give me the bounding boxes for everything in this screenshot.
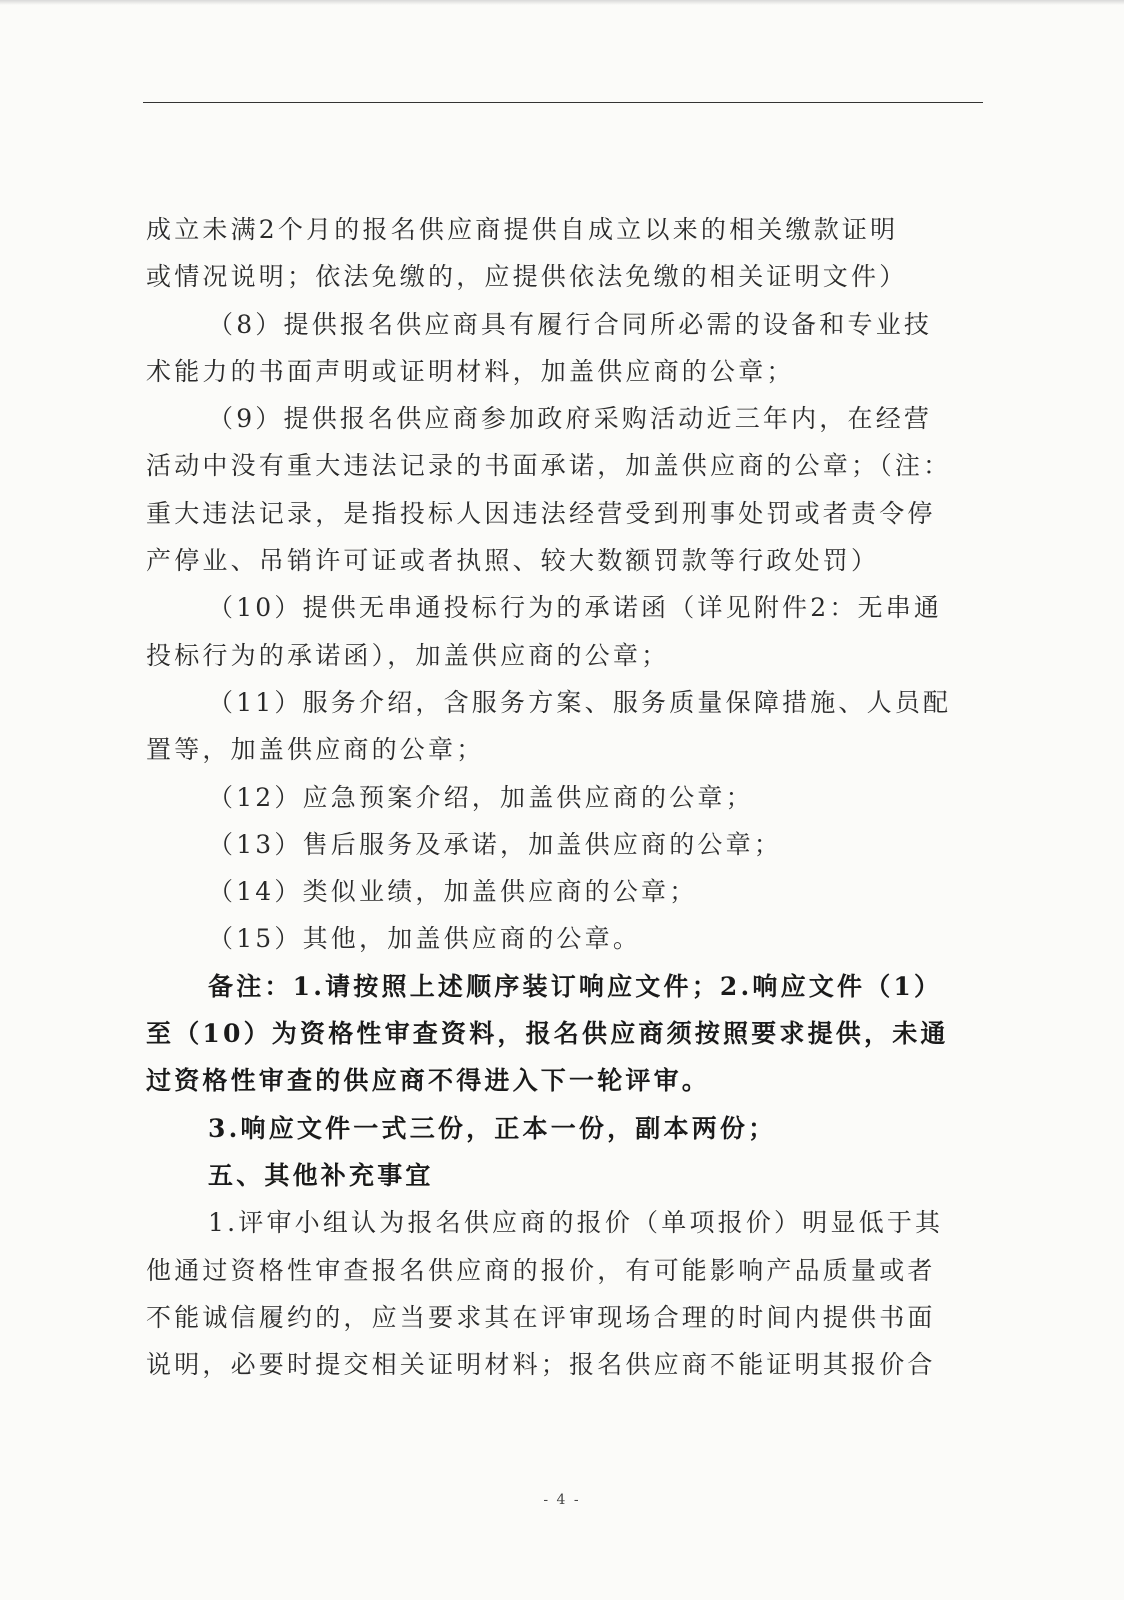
text-line-5: （9）提供报名供应商参加政府采购活动近三年内，在经营 — [208, 404, 933, 434]
remark-line-1: 备注：1.请按照上述顺序装订响应文件；2.响应文件（1） — [208, 971, 943, 1001]
scan-top-edge — [0, 0, 1124, 5]
text-line-11: （11）服务介绍，含服务方案、服务质量保障措施、人员配 — [208, 687, 952, 717]
page-number: - 4 - — [543, 1492, 581, 1508]
remark-line-2: 至（10）为资格性审查资料，报名供应商须按照要求提供，未通 — [146, 1019, 949, 1049]
text-line-13: （12）应急预案介绍，加盖供应商的公章； — [208, 782, 754, 812]
text-line-1: 成立未满2个月的报名供应商提供自成立以来的相关缴款证明 — [146, 215, 899, 244]
text-line-12: 置等，加盖供应商的公章； — [146, 735, 485, 765]
text-line-9: （10）提供无串通投标行为的承诺函（详见附件2：无串通 — [208, 593, 943, 623]
body-text — [146, 206, 986, 1388]
text-line-14: （13）售后服务及承诺，加盖供应商的公章； — [208, 829, 783, 859]
text-line-23: 他通过资格性审查报名供应商的报价，有可能影响产品质量或者 — [146, 1255, 936, 1285]
header-rule — [143, 102, 983, 103]
text-line-2: 或情况说明；依法免缴的，应提供依法免缴的相关证明文件） — [146, 262, 908, 292]
text-line-3: （8）提供报名供应商具有履行合同所必需的设备和专业技 — [208, 309, 933, 339]
remark-line-4: 3.响应文件一式三份，正本一份，副本两份； — [208, 1113, 777, 1143]
text-line-8: 产停业、吊销许可证或者执照、较大数额罚款等行政处罚） — [146, 546, 880, 576]
text-line-24: 不能诚信履约的，应当要求其在评审现场合理的时间内提供书面 — [146, 1302, 936, 1332]
text-line-6: 活动中没有重大违法记录的书面承诺，加盖供应商的公章；（注： — [146, 451, 952, 481]
text-line-4: 术能力的书面声明或证明材料，加盖供应商的公章； — [146, 356, 795, 386]
text-line-22: 1.评审小组认为报名供应商的报价（单项报价）明显低于其 — [208, 1208, 944, 1238]
text-line-16: （15）其他，加盖供应商的公章。 — [208, 924, 642, 954]
section-heading: 五、其他补充事宜 — [208, 1160, 434, 1190]
text-line-10: 投标行为的承诺函），加盖供应商的公章； — [146, 640, 670, 670]
remark-line-3: 过资格性审查的供应商不得进入下一轮评审。 — [146, 1066, 711, 1096]
text-line-25: 说明，必要时提交相关证明材料；报名供应商不能证明其报价合 — [146, 1350, 936, 1380]
text-line-7: 重大违法记录，是指投标人因违法经营受到刑事处罚或者责令停 — [146, 498, 936, 528]
text-line-15: （14）类似业绩，加盖供应商的公章； — [208, 877, 698, 907]
